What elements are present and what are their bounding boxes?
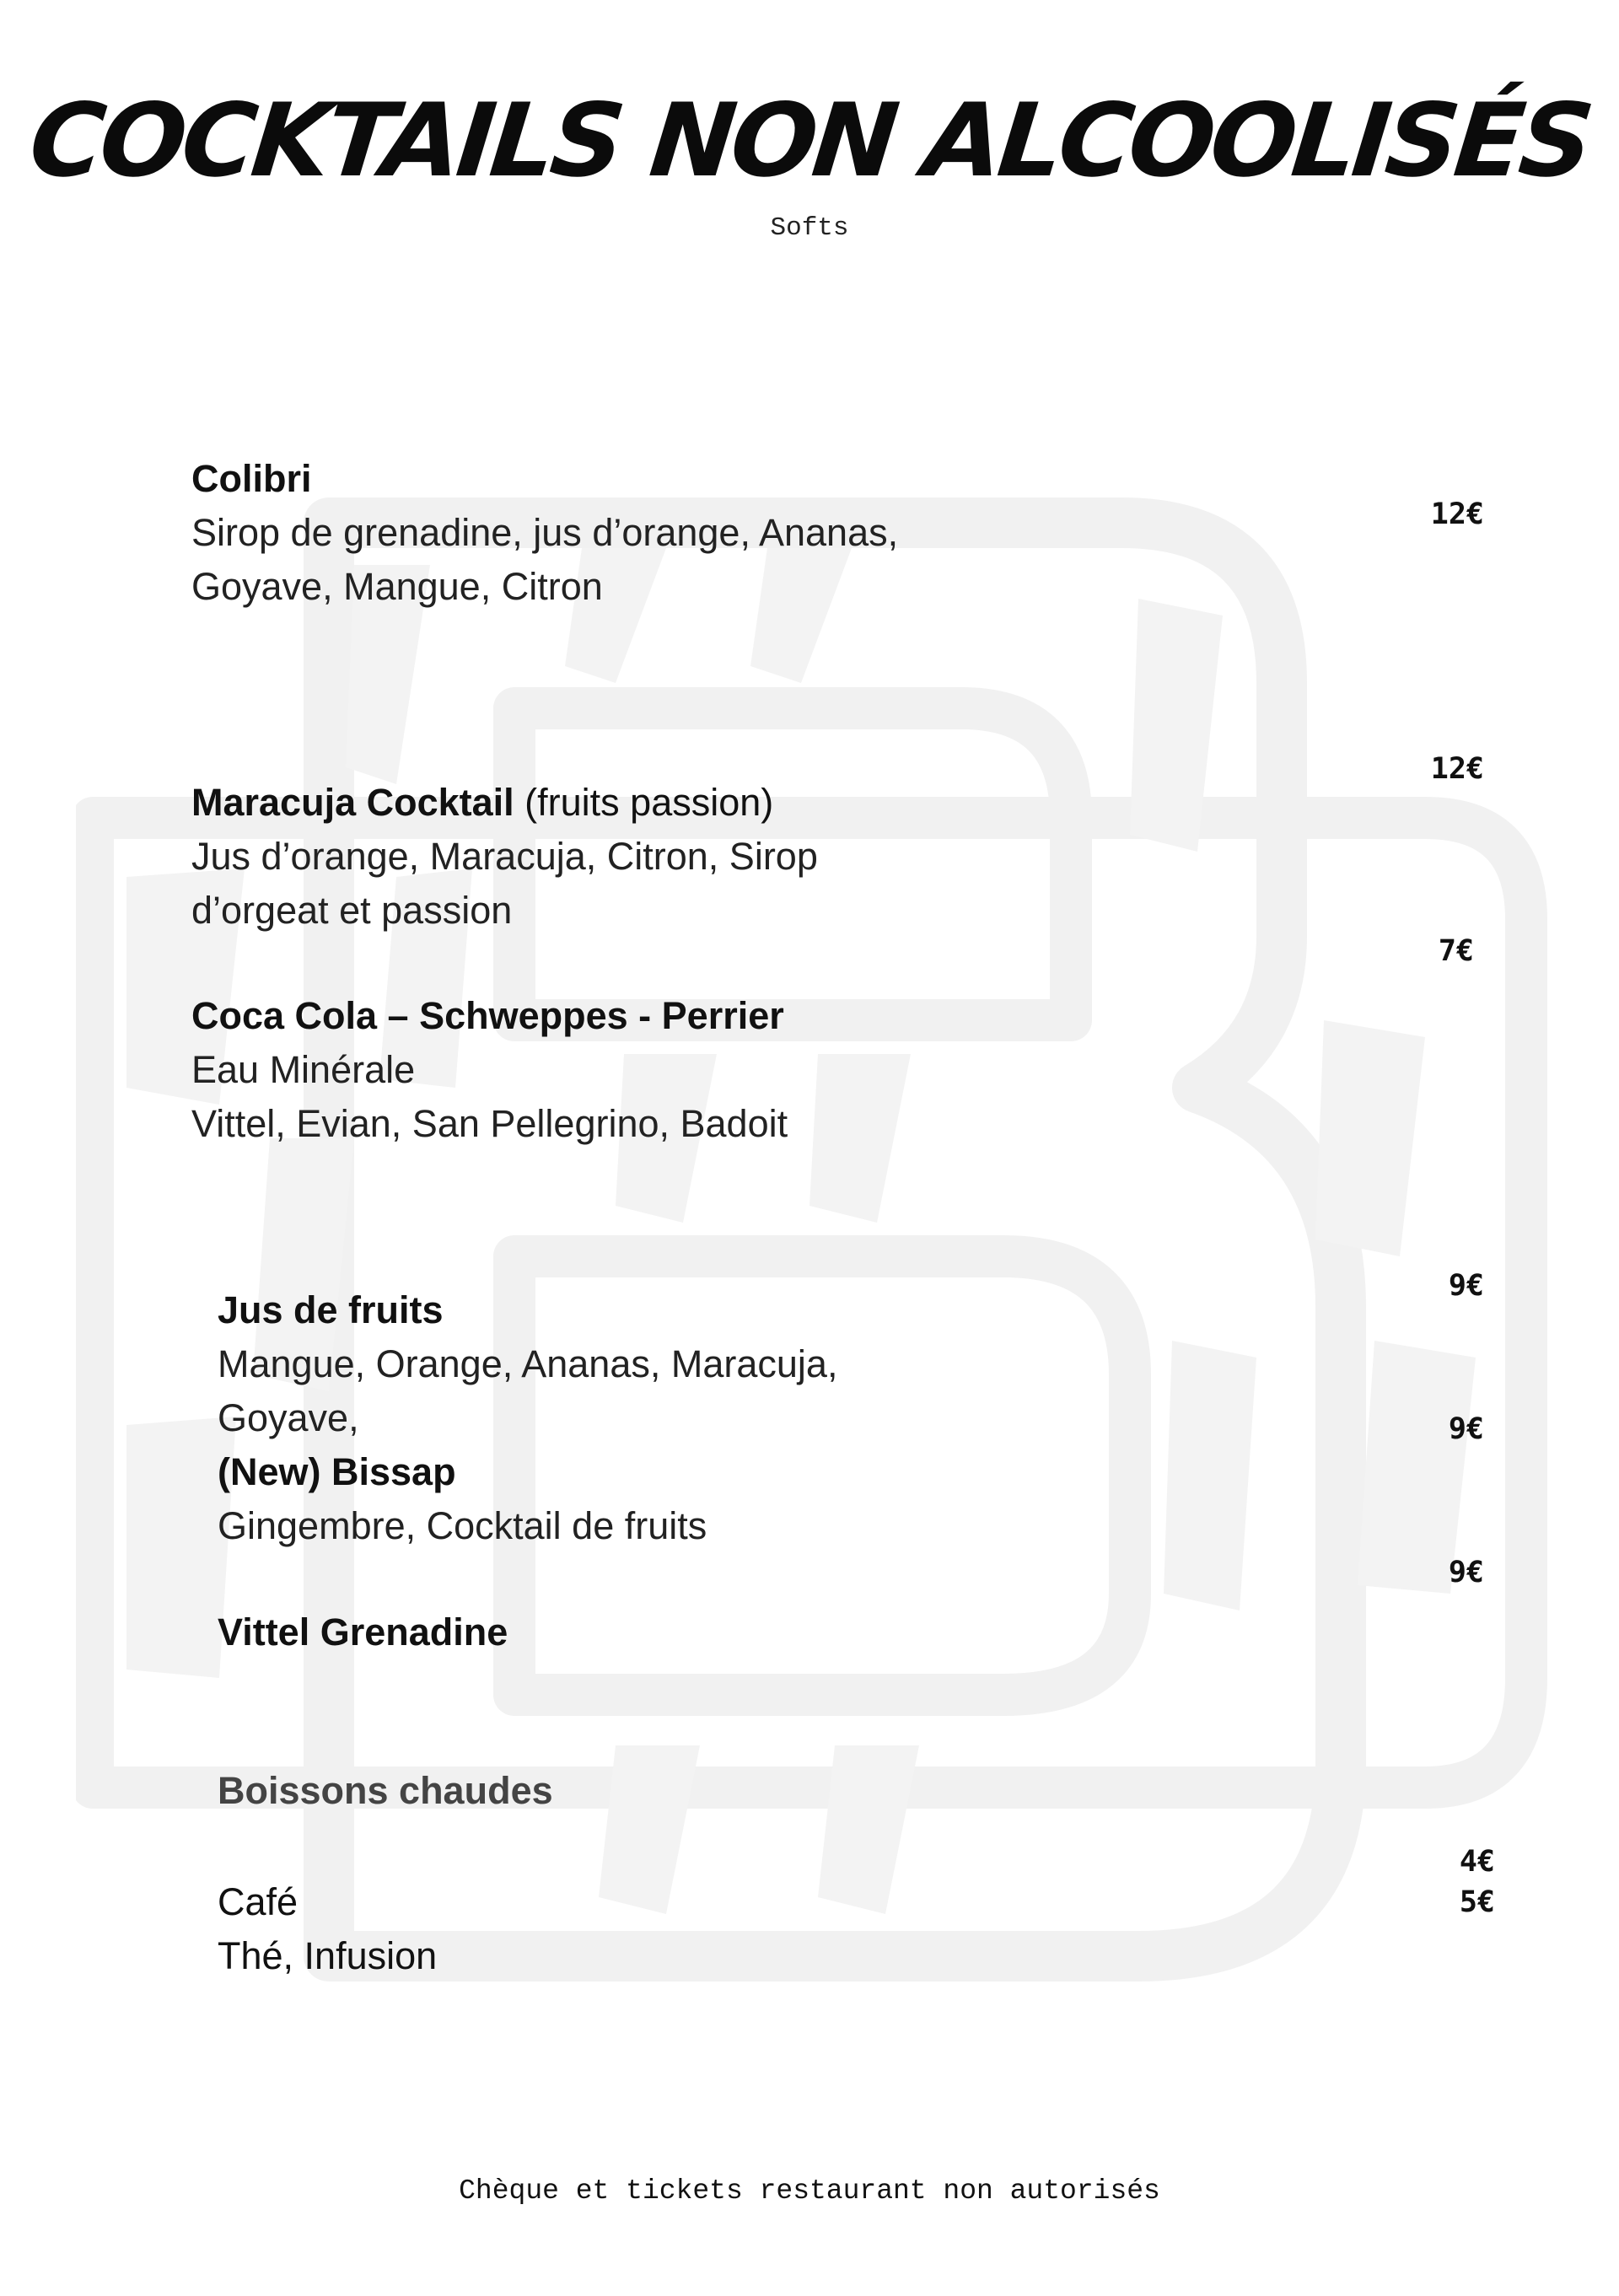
item-price: 9€ [1448,1269,1484,1303]
section-heading-hot-drinks: Boissons chaudes [218,1769,553,1812]
menu-item-colibri [191,452,1203,614]
footer-note: Chèque et tickets restaurant non autorisés [459,2175,1160,2207]
item-description: Vittel, Evian, San Pellegrino, Badoit [191,1102,788,1145]
menu-item-the-infusion: Thé, Infusion [218,1934,438,1977]
item-description: Jus d’orange, Maracuja, Citron, Sirop [191,835,818,878]
item-price: 7€ [1438,934,1474,968]
hot-drinks-list [218,1875,1229,1983]
menu-item-bissap [218,1445,1229,1553]
menu-item-maracuja [191,776,1203,938]
item-name: Colibri [191,457,312,500]
item-description: Mangue, Orange, Ananas, Maracuja, [218,1342,838,1385]
item-name: (New) Bissap [218,1450,456,1493]
item-price: 9€ [1448,1556,1484,1589]
item-description: d’orgeat et passion [191,889,513,932]
item-name: Vittel Grenadine [218,1610,508,1653]
menu-item-cafe: Café [218,1880,299,1923]
item-description: Goyave, Mangue, Citron [191,565,603,608]
item-price: 9€ [1448,1412,1484,1446]
page-title: COCKTAILS NON ALCOOLISÉS [24,83,1595,200]
item-note: (fruits passion) [514,781,774,824]
item-price: 5€ [1459,1885,1495,1919]
menu-item-jus-de-fruits [218,1283,1229,1445]
item-price: 4€ [1459,1845,1495,1879]
item-price: 12€ [1430,497,1484,531]
item-description: Gingembre, Cocktail de fruits [218,1504,707,1547]
item-description: Goyave, [218,1396,359,1439]
item-name: Coca Cola – Schweppes - Perrier [191,994,784,1037]
item-name: Maracuja Cocktail [191,781,514,824]
menu-item-softs [191,989,1203,1151]
item-description: Eau Minérale [191,1048,416,1091]
menu-item-vittel-grenadine [218,1605,1229,1659]
item-name: Jus de fruits [218,1288,444,1331]
page-subtitle: Softs [770,213,849,243]
item-price: 12€ [1430,752,1484,786]
item-description: Sirop de grenadine, jus d’orange, Ananas, [191,511,899,554]
brand-watermark-logo [76,497,1577,1990]
